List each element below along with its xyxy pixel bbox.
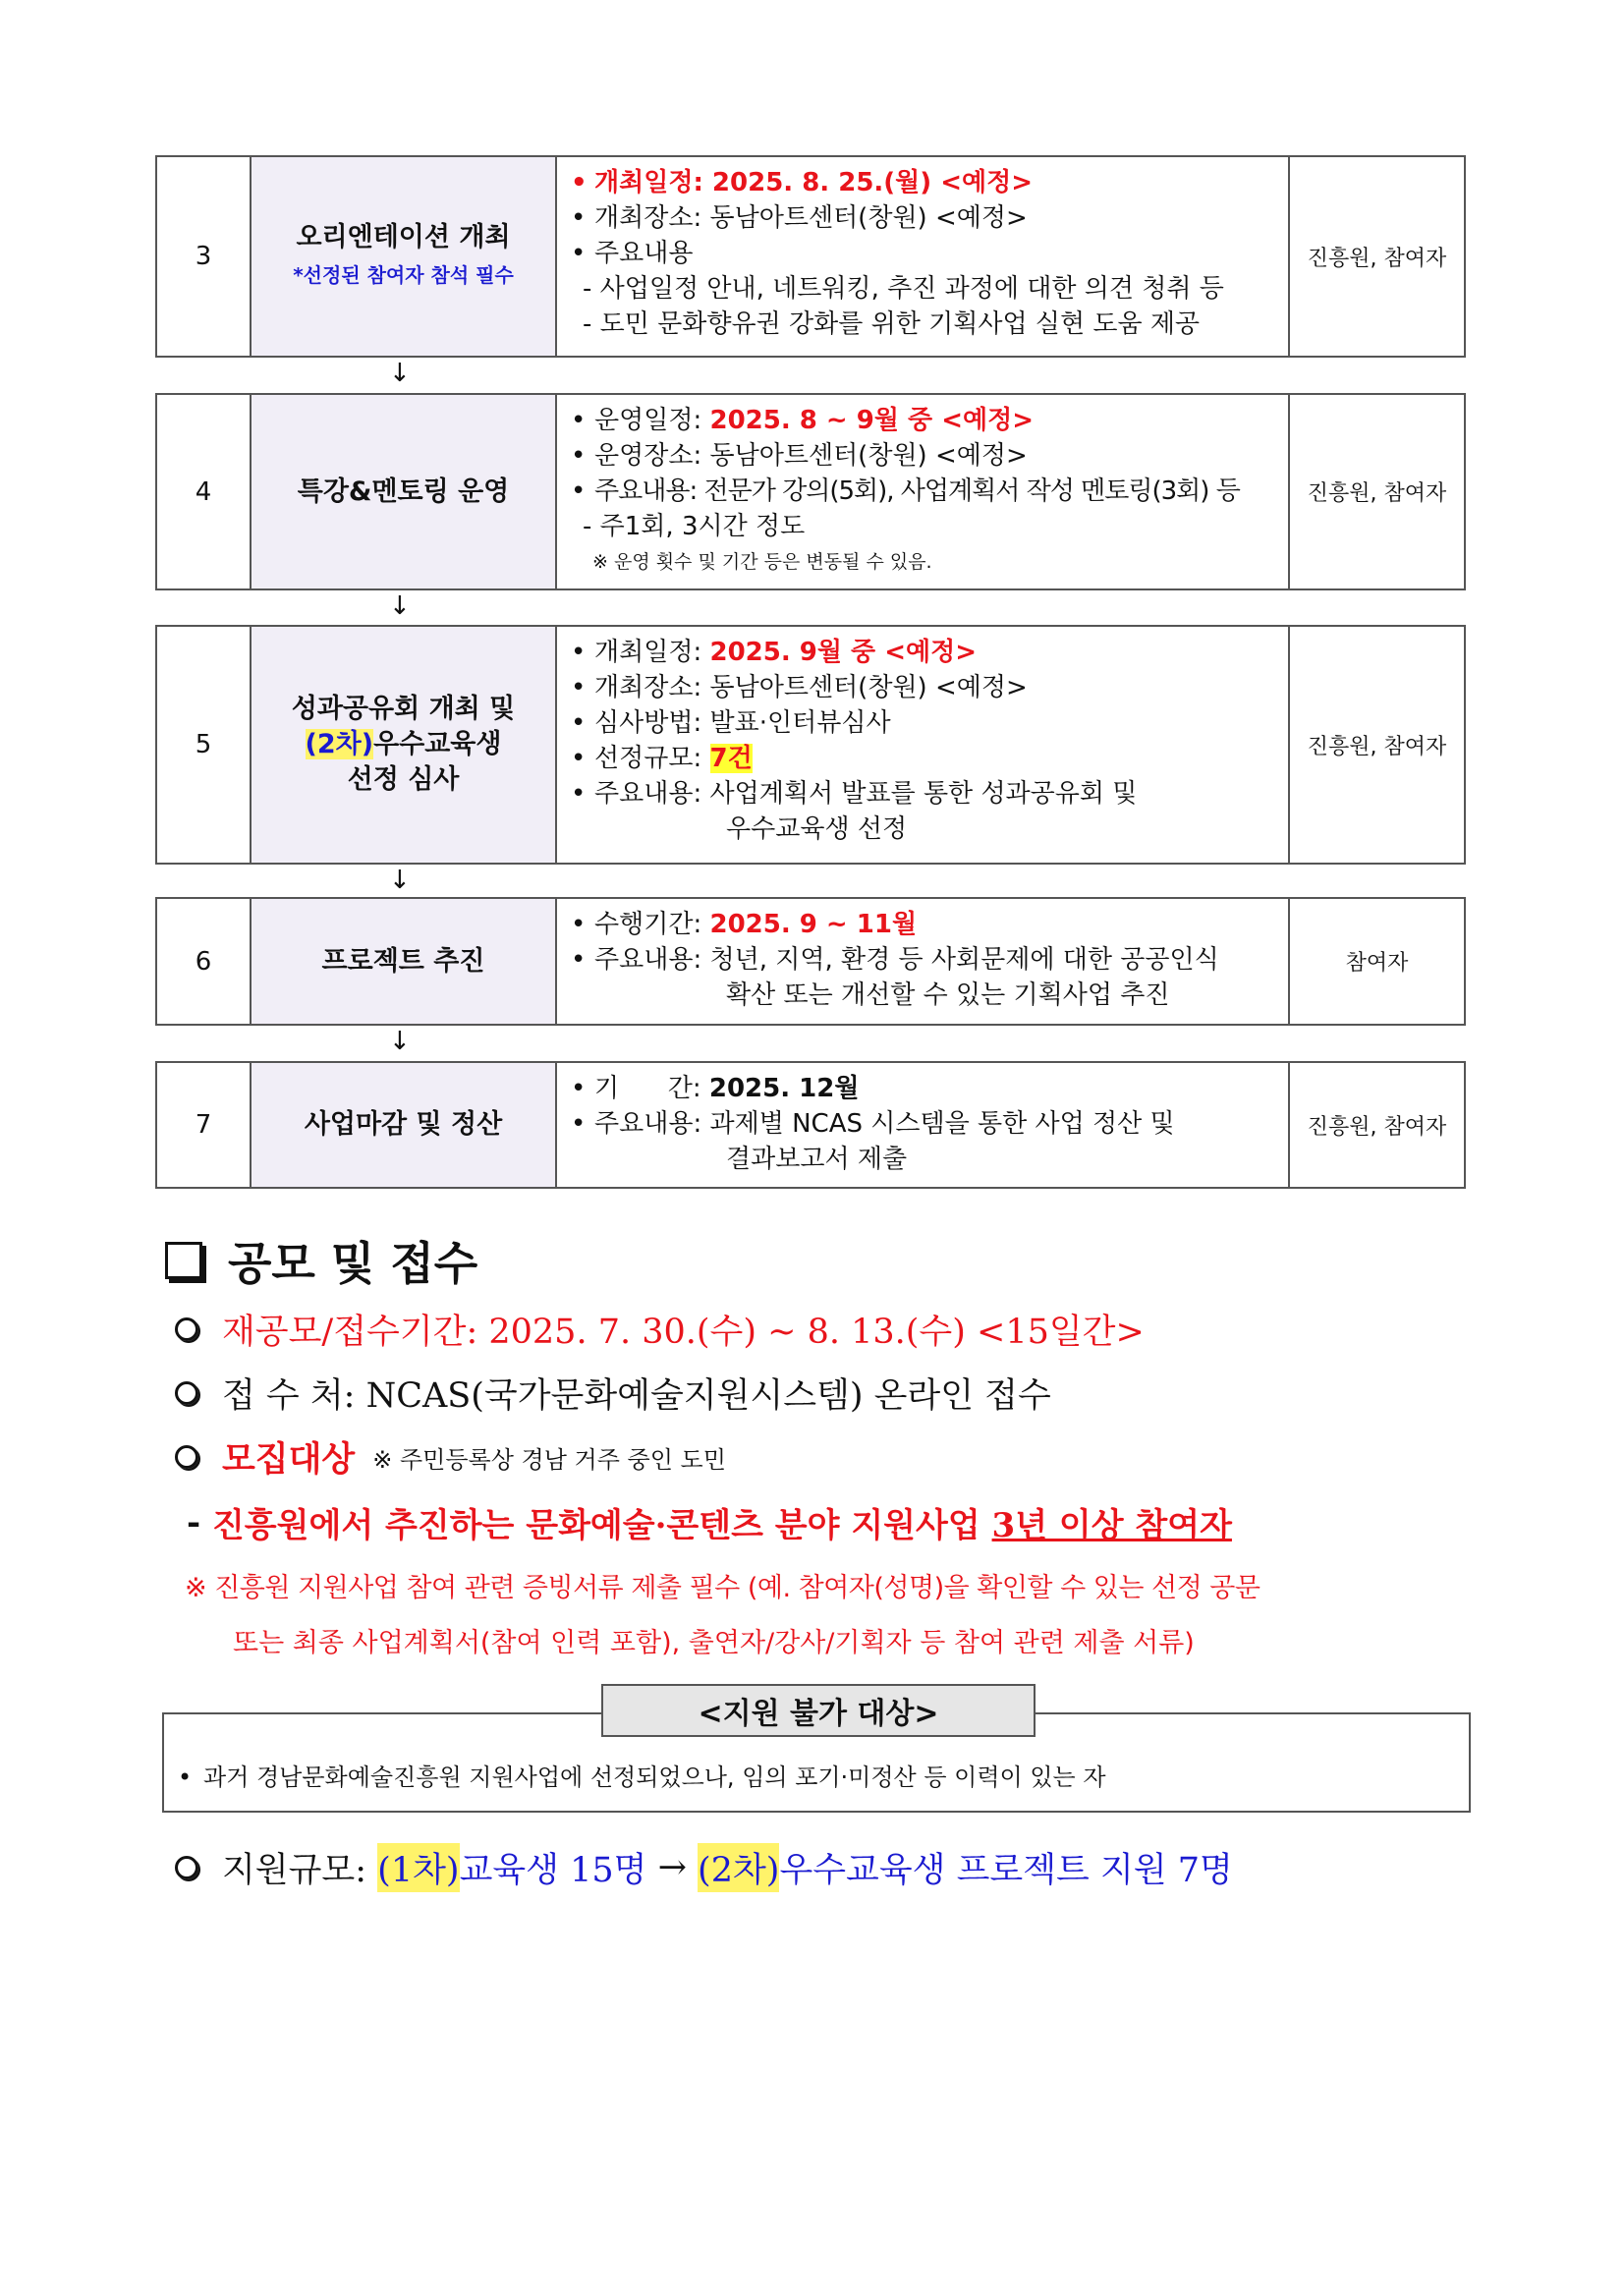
step-actor: 참여자 xyxy=(1345,951,1409,976)
step-title-cell xyxy=(252,627,557,863)
application-period: 재공모/접수기간: 2025. 7. 30.(수) ~ 8. 13.(수) <15일간> xyxy=(175,1305,1145,1354)
ineligible-label: <지원 불가 대상> xyxy=(601,1684,1036,1737)
step-title-cell xyxy=(252,1063,557,1187)
content-line: • 수행기간: 2025. 9 ~ 11월 xyxy=(571,907,1274,942)
content-line: • 심사방법: 발표·인터뷰심사 xyxy=(571,705,1274,741)
step-actor: 진흥원, 참여자 xyxy=(1307,481,1447,506)
step-title: 사업마감 및 정산 xyxy=(304,1109,503,1140)
content-line: 결과보고서 제출 xyxy=(726,1145,908,1174)
step-note: *선정된 참여자 참석 필수 xyxy=(293,263,514,287)
content-line: 우수교육생 선정 xyxy=(726,814,908,844)
content-line: • 개최일정: 2025. 9월 중 <예정> xyxy=(571,635,1274,670)
circle-bullet-icon xyxy=(175,1856,198,1879)
content-line: • 개최장소: 동남아트센터(창원) <예정> xyxy=(571,670,1274,705)
step-number: 6 xyxy=(157,899,252,1024)
circle-bullet-icon xyxy=(175,1381,198,1405)
step-number: 7 xyxy=(157,1063,252,1187)
content-line: • 주요내용: 과제별 NCAS 시스템을 통한 사업 정산 및 xyxy=(571,1106,1274,1142)
step-number: 4 xyxy=(157,395,252,588)
content-line: 확산 또는 개선할 수 있는 기획사업 추진 xyxy=(726,980,1170,1010)
step-title: 오리엔테이션 개최 xyxy=(296,222,511,252)
content-line: • 개최장소: 동남아트센터(창원) <예정> xyxy=(571,200,1274,236)
step-title-cell xyxy=(252,157,557,356)
section-title: 공모 및 접수 xyxy=(165,1228,477,1293)
step-actor: 진흥원, 참여자 xyxy=(1307,1114,1447,1140)
evidence-note-1: ※ 진흥원 지원사업 참여 관련 증빙서류 제출 필수 (예. 참여자(성명)을 확인할 수 있는 선정 공문 xyxy=(185,1573,1260,1603)
content-line: • 주요내용 xyxy=(571,236,1274,271)
step-content xyxy=(557,1063,1290,1187)
content-line: • 주요내용: 전문가 강의(5회), 사업계획서 작성 멘토링(3회) 등 xyxy=(571,474,1274,509)
step-row-5 xyxy=(155,625,1466,865)
step-content xyxy=(557,627,1290,863)
step-title: 선정 심사 xyxy=(347,764,460,795)
circle-bullet-icon xyxy=(175,1445,198,1469)
step-actor: 진흥원, 참여자 xyxy=(1307,734,1447,759)
content-line: - 사업일정 안내, 네트워킹, 추진 과정에 대한 의견 청취 등 xyxy=(583,274,1224,304)
content-line: • 기 간: 2025. 12월 xyxy=(571,1071,1274,1106)
content-line: - 도민 문화향유권 강화를 위한 기획사업 실현 도움 제공 xyxy=(583,309,1201,339)
step-row-4 xyxy=(155,393,1466,590)
evidence-note-2: 또는 최종 사업계획서(참여 인력 포함), 출연자/강사/기획자 등 참여 관련 제출 서류) xyxy=(233,1628,1195,1658)
step-title: 프로젝트 추진 xyxy=(321,945,485,977)
step-number: 5 xyxy=(157,627,252,863)
content-line: • 주요내용: 사업계획서 발표를 통한 성과공유회 및 xyxy=(571,776,1274,812)
step-actor: 진흥원, 참여자 xyxy=(1307,246,1447,271)
content-line: • 주요내용: 청년, 지역, 환경 등 사회문제에 대한 공공인식 xyxy=(571,942,1274,978)
step-title: 특강&멘토링 운영 xyxy=(297,476,510,507)
square-bullet-icon xyxy=(165,1242,202,1279)
step-content xyxy=(557,899,1290,1024)
step-content xyxy=(557,157,1290,356)
down-arrow-icon: ↓ xyxy=(389,359,411,388)
support-scale: 지원규모: (1차) 교육생 15명 → (2차) 우수교육생 프로젝트 지원 7명 xyxy=(175,1843,1233,1892)
step-title-cell xyxy=(252,899,557,1024)
content-line: • 운영장소: 동남아트센터(창원) <예정> xyxy=(571,438,1274,474)
step-title-cell xyxy=(252,395,557,588)
step-row-7 xyxy=(155,1061,1466,1189)
target-detail: - 진흥원에서 추진하는 문화예술·콘텐츠 분야 지원사업 3년 이상 참여자 xyxy=(187,1502,1232,1545)
step-title: 성과공유회 개최 및 xyxy=(291,694,516,724)
application-place: 접 수 처: NCAS(국가문화예술지원시스템) 온라인 접수 xyxy=(175,1369,1051,1418)
content-line: • 선정규모: 7건 xyxy=(571,741,1274,776)
step-number: 3 xyxy=(157,157,252,356)
recruitment-target: 모집대상 ※ 주민등록상 경남 거주 중인 도민 xyxy=(175,1432,726,1482)
down-arrow-icon: ↓ xyxy=(389,866,411,895)
ineligible-text: • 과거 경남문화예술진흥원 지원사업에 선정되었으나, 임의 포기·미정산 등 이력이 있는 자 xyxy=(178,1764,1106,1791)
down-arrow-icon: ↓ xyxy=(389,1027,411,1056)
step-content xyxy=(557,395,1290,588)
content-note: ※ 운영 횟수 및 기간 등은 변동될 수 있음. xyxy=(592,551,932,573)
down-arrow-icon: ↓ xyxy=(389,591,411,621)
step-title: (2차)우수교육생 xyxy=(305,729,502,759)
content-line: • 운영일정: 2025. 8 ~ 9월 중 <예정> xyxy=(571,403,1274,438)
circle-bullet-icon xyxy=(175,1317,198,1341)
step-row-6 xyxy=(155,897,1466,1026)
content-line: • 개최일정: 2025. 8. 25.(월) <예정> xyxy=(571,165,1274,200)
content-line: - 주1회, 3시간 정도 xyxy=(583,512,806,541)
step-row-3 xyxy=(155,155,1466,358)
